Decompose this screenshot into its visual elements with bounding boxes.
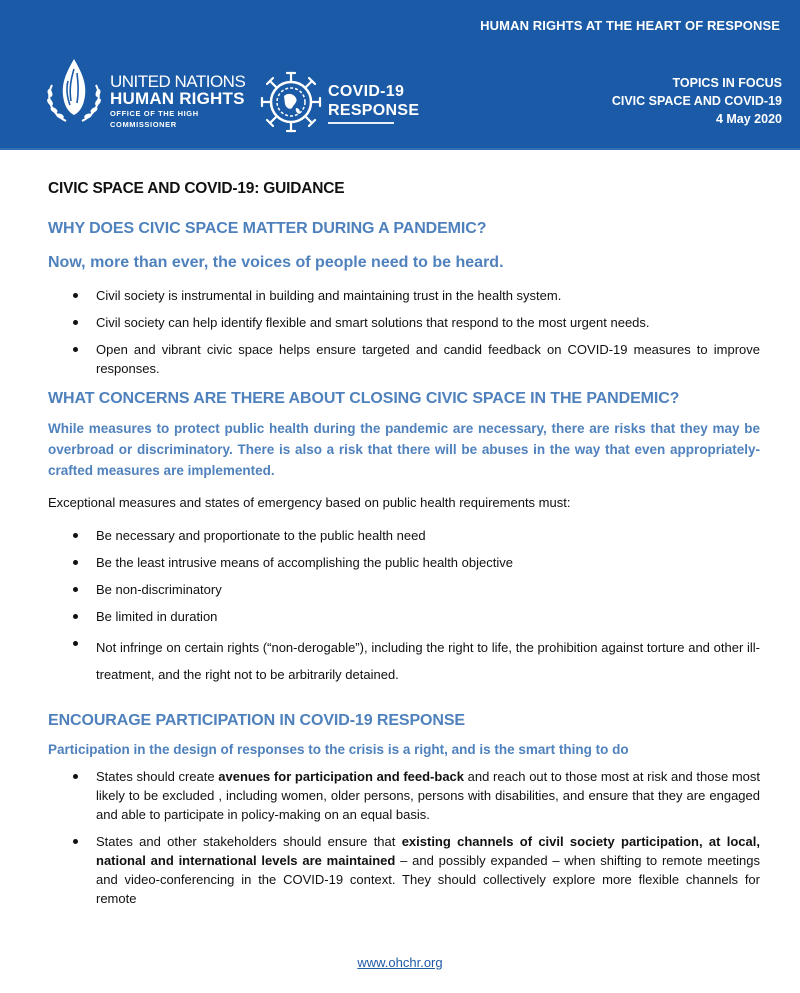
list-item	[70, 767, 760, 824]
section-concerns	[48, 390, 760, 688]
list-item: Be limited in duration	[70, 607, 760, 626]
section-participation	[48, 712, 760, 908]
list-item: Be necessary and proportionate to the public health need	[70, 526, 760, 545]
un-logo-line2: HUMAN RIGHTS	[110, 89, 245, 108]
section-heading: ENCOURAGE PARTICIPATION IN COVID-19 RESPONSE	[48, 712, 465, 729]
section-subheading: Now, more than ever, the voices of people need to be heard.	[48, 254, 504, 271]
un-emblem-icon	[44, 55, 104, 127]
bullet-list	[70, 286, 760, 378]
list-item-text: – and possibly expanded – when shifting to remote meetings and video-conferencing in the COVID-19 context. They should collectively explore more flexible channels for remote	[96, 853, 760, 906]
covid-19-response-logo	[258, 68, 420, 136]
section-intro: Exceptional measures and states of emergency based on public health requirements must:	[48, 495, 571, 510]
virus-globe-icon	[258, 68, 324, 136]
list-item-emphasis: avenues for participation and feed-back	[218, 769, 465, 784]
list-item-text: States and other stakeholders should ensure that	[96, 834, 402, 849]
list-item: Be the least intrusive means of accomplishing the public health objective	[70, 553, 760, 572]
section-why-civic-space	[48, 220, 760, 378]
document-body	[48, 180, 760, 908]
section-subheading: Participation in the design of responses to the crisis is a right, and is the smart thing to do	[48, 742, 629, 757]
un-logo-line3: OFFICE OF THE HIGH COMMISSIONER	[110, 109, 199, 129]
covid-logo-line1: COVID-19	[328, 83, 405, 100]
bullet-list	[70, 526, 760, 688]
covid-logo-underline	[328, 122, 394, 124]
un-human-rights-logo	[44, 55, 249, 127]
list-item: Civil society is instrumental in building and maintaining trust in the health system.	[70, 286, 760, 305]
header-tagline: HUMAN RIGHTS AT THE HEART OF RESPONSE	[480, 18, 780, 33]
topics-block	[612, 74, 782, 128]
list-item-text: States should create	[96, 769, 219, 784]
bullet-list	[70, 767, 760, 908]
header-banner	[0, 0, 800, 150]
publication-date: 4 May 2020	[715, 112, 782, 126]
list-item: Not infringe on certain rights (“non-derogable”), including the right to life, the prohibition against torture and other ill-treatment, and the right not to be arbitrarily detained.	[70, 634, 760, 688]
list-item: Open and vibrant civic space helps ensure targeted and candid feedback on COVID-19 measures to improve responses.	[70, 340, 760, 378]
un-logo-line1: UNITED NATIONS	[110, 72, 246, 91]
list-item-emphasis: existing channels of civil society participation, at local, national and international levels are maintained	[96, 834, 760, 868]
ohchr-website-link[interactable]: www.ohchr.org	[357, 955, 443, 970]
list-item: Be non-discriminatory	[70, 580, 760, 599]
section-heading: WHY DOES CIVIC SPACE MATTER DURING A PANDEMIC?	[48, 220, 487, 237]
section-heading: WHAT CONCERNS ARE THERE ABOUT CLOSING CIVIC SPACE IN THE PANDEMIC?	[48, 390, 680, 407]
topic-name: CIVIC SPACE AND COVID-19	[611, 94, 782, 108]
list-item-text: and reach out to those most at risk and those most likely to be excluded , including women, older persons, persons with disabilities, and ensure that they are engaged and able to participate in policy-making on an equal basis.	[96, 769, 760, 822]
list-item: Civil society can help identify flexible and smart solutions that respond to the most urgent needs.	[70, 313, 760, 332]
section-lead: While measures to protect public health during the pandemic are necessary, there are risks that they may be overbroad or discriminatory. There is also a risk that there will be abuses in the way that even appropriately-crafted measures are implemented.	[48, 421, 760, 478]
topics-label: TOPICS IN FOCUS	[672, 76, 782, 90]
covid-logo-line2: RESPONSE	[328, 102, 420, 119]
list-item	[70, 832, 760, 908]
document-title: CIVIC SPACE AND COVID-19: GUIDANCE	[48, 180, 345, 197]
